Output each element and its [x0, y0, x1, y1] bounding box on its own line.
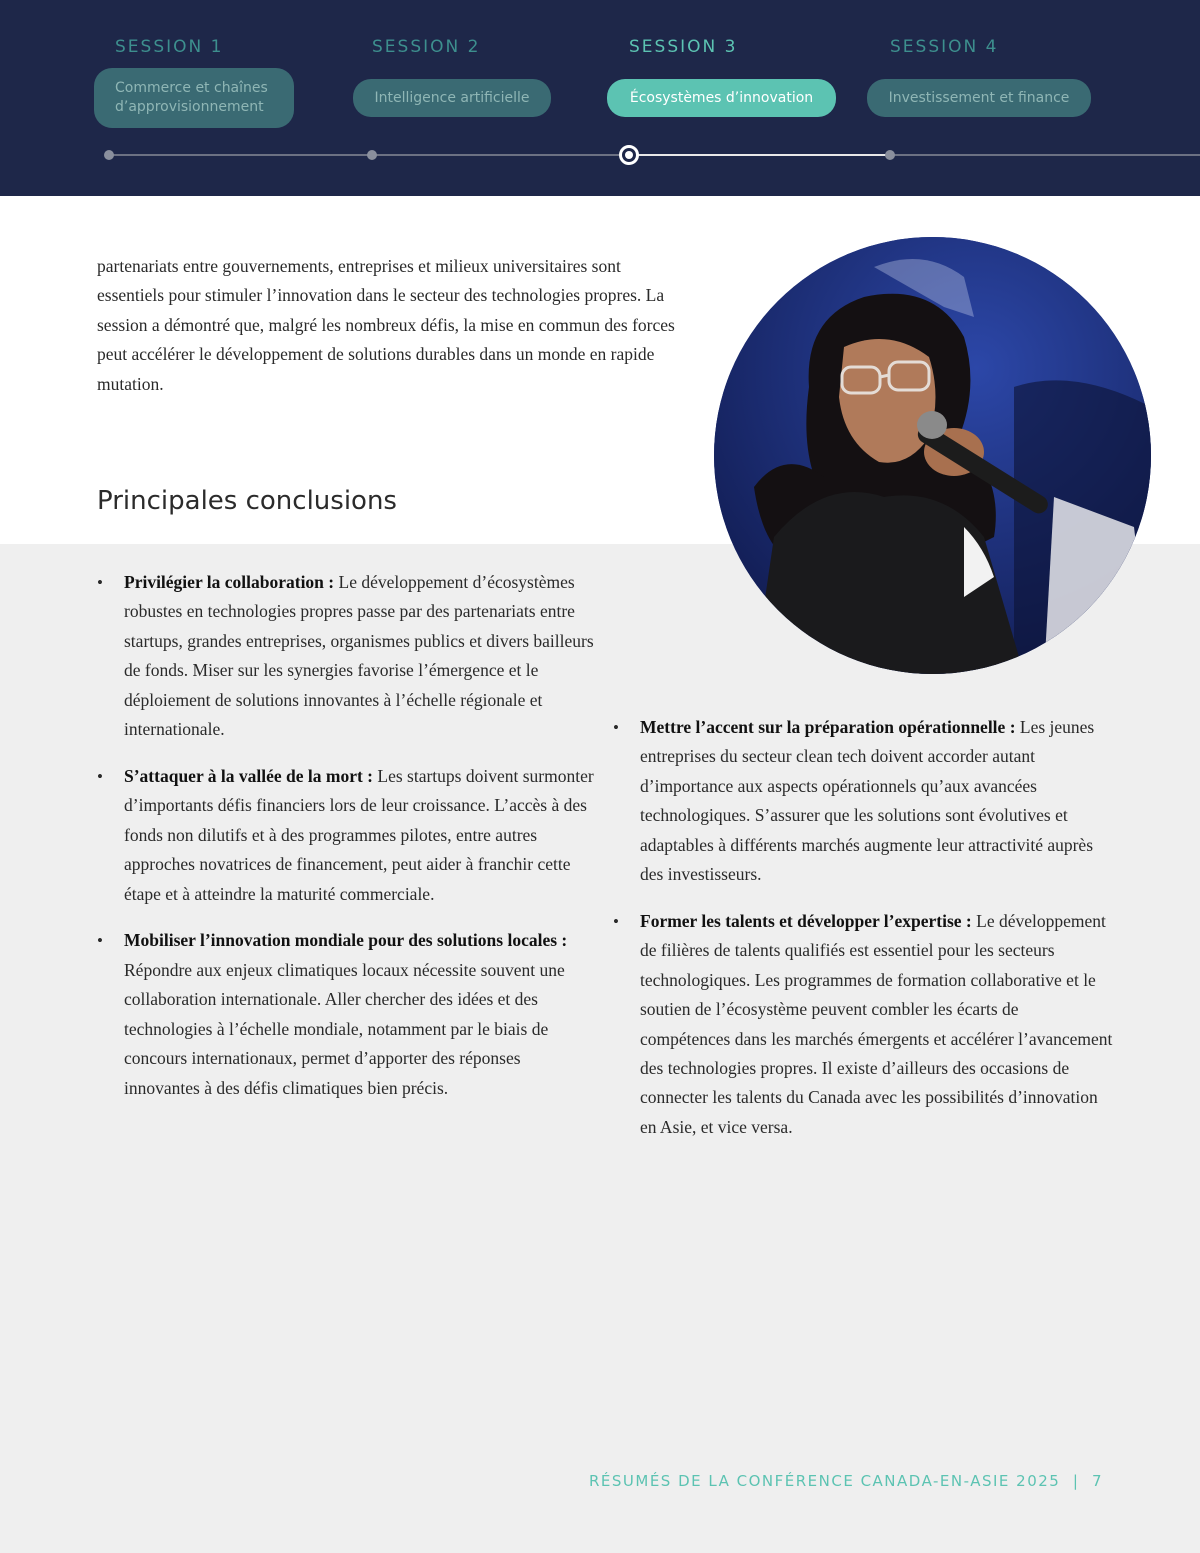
session-1-pill-line-2: d’approvisionnement [115, 99, 264, 115]
progress-track-remaining [890, 154, 1200, 156]
conclusion-title: Former les talents et développer l’expertise : [640, 910, 972, 931]
bullet-marker: • [97, 931, 103, 951]
session-1-dot[interactable] [104, 150, 114, 160]
session-2-pill-label: Intelligence artificielle [374, 89, 530, 106]
conclusions-left-column [97, 568, 597, 1120]
session-2-dot[interactable] [367, 150, 377, 160]
bullet-marker: • [613, 911, 619, 931]
intro-paragraph: partenariats entre gouvernements, entreprises et milieux universitaires sont essentiels pour stimuler l’innovation dans le secteur des technologies propres. La session a démontré que, malgré les nombreux défis, la mise en commun des forces peut accélérer le développement de solutions durables dans un monde en rapide mutation. [97, 256, 675, 394]
conclusion-title: Privilégier la collaboration : [124, 572, 335, 592]
conclusion-text: Le développement d’écosystèmes robustes en technologies propres passe par des partenariats entre startups, grandes entreprises, organismes publics et divers bailleurs de fonds. Miser sur les synergies favorise l’émergence et le déploiement de solutions innovantes à l’échelle régionale et internationale. [124, 572, 594, 740]
conclusion-item [97, 926, 597, 1102]
session-3-label: SESSION 3 [629, 37, 738, 57]
conclusion-title: Mettre l’accent sur la préparation opérationnelle : [640, 717, 1016, 737]
speaker-illustration [714, 237, 1151, 674]
progress-track-current [629, 154, 890, 156]
page-footer: RÉSUMÉS DE LA CONFÉRENCE CANADA-EN-ASIE 2025 | 7 [588, 1472, 1103, 1490]
conclusion-title: S’attaquer à la vallée de la mort : [124, 765, 374, 786]
session-4-label: SESSION 4 [890, 37, 999, 57]
bullet-marker: • [613, 718, 619, 737]
conclusions-right-column [613, 713, 1113, 1160]
session-3-pill-label: Écosystèmes d’innovation [629, 89, 814, 106]
session-2-pill[interactable] [353, 79, 551, 117]
section-heading: Principales conclusions [97, 486, 397, 516]
session-1-pill[interactable] [94, 68, 294, 128]
conclusion-text: Les jeunes entreprises du secteur clean tech doivent accorder autant d’importance aux aspects opérationnels qu’aux avancées technologiques. S’assurer que les solutions sont évolutives et adaptables à différents marchés augmente leur attractivité auprès des investisseurs. [640, 717, 1095, 885]
speaker-photo [714, 237, 1151, 674]
session-3-dot-current[interactable] [619, 145, 639, 165]
bullet-marker: • [97, 573, 103, 592]
conclusion-item [613, 713, 1113, 889]
conclusion-text: Le développement de filières de talents qualifiés est essentiel pour les secteurs technologiques. Les programmes de formation collaborative et le soutien de l’écosystème peuvent combler les écarts de compétences dans les marchés émergents et accélérer l’avancement des technologies propres. Il existe d’ailleurs des occasions de connecter les talents du Canada avec les possibilités d’innovation en Asie, et vice versa. [640, 910, 1113, 1137]
conclusion-text: Les startups doivent surmonter d’importants défis financiers lors de leur croissance. L’accès à des fonds non dilutifs et à des programmes pilotes, entre autres approches novatrices de financement, peut aider à franchir cette étape et à atteindre la maturité commerciale. [124, 765, 594, 904]
session-1-pill-line-1: Commerce et chaînes [115, 80, 268, 96]
conclusion-item [97, 568, 597, 744]
session-1-label: SESSION 1 [115, 37, 224, 57]
conclusion-title: Mobiliser l’innovation mondiale pour des solutions locales : [124, 930, 568, 951]
session-4-pill-label: Investissement et finance [888, 89, 1070, 106]
session-2-label: SESSION 2 [372, 37, 481, 57]
bullet-marker: • [97, 766, 103, 786]
conclusion-item [97, 762, 597, 909]
session-4-dot[interactable] [885, 150, 895, 160]
conclusion-text: Répondre aux enjeux climatiques locaux nécessite souvent une collaboration internationale. Aller chercher des idées et des technologies à l’échelle mondiale, notamment par le biais de concours internationaux, permet d’apporter des réponses innovantes à des défis climatiques bien précis. [124, 959, 565, 1098]
session-navigation [0, 0, 1200, 196]
session-3-pill[interactable] [607, 79, 836, 117]
session-4-pill[interactable] [867, 79, 1091, 117]
conclusion-item [613, 907, 1113, 1142]
